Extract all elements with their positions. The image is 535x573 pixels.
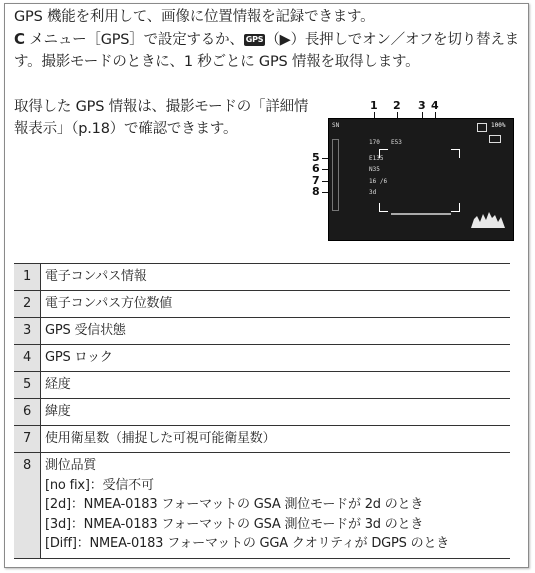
info-table — [14, 263, 510, 559]
lcd-card-icon — [489, 135, 501, 143]
callout-5: 5 — [312, 151, 320, 164]
row-text — [41, 318, 511, 345]
row-number: 6 — [14, 399, 41, 426]
callout-7: 7 — [312, 174, 320, 187]
row-text — [41, 264, 511, 291]
intro-text — [14, 6, 524, 73]
row-detail: [no fix]：受信不可 — [45, 477, 154, 493]
row-label: GPS 受信状態 — [45, 323, 126, 338]
table-row — [14, 291, 510, 318]
camera-lcd — [328, 118, 514, 241]
histogram-icon — [471, 210, 505, 228]
row-detail: [3d]：NMEA-0183 フォーマットの GSA 測位モードが 3d のとき — [45, 516, 424, 532]
lcd-latitude: N35 — [369, 166, 380, 173]
intro-line-1: GPS 機能を利用して、画像に位置情報を記録できます。 — [14, 9, 375, 25]
reference-text: 取得した GPS 情報は、撮影モードの「詳細情報表示」（p.18）で確認できます。 — [14, 99, 309, 137]
callout-8: 8 — [312, 185, 320, 198]
callout-2: 2 — [393, 99, 401, 112]
screen-illustration — [308, 95, 518, 245]
row-detail: [2d]：NMEA-0183 フォーマットの GSA 測位モードが 2d のとき — [45, 497, 424, 512]
lcd-mode: SN — [332, 122, 340, 129]
row-number: 3 — [14, 318, 41, 345]
c-button-icon: C — [14, 30, 25, 48]
row-number: 8 — [14, 453, 41, 559]
row-label: 使用衛星数（捕捉した可視可能衛星数） — [45, 431, 276, 446]
af-corner-tl — [379, 149, 388, 158]
lcd-compass: 170 — [369, 139, 380, 146]
lcd-longitude: E135 — [369, 155, 384, 162]
lcd-battery: 100% — [491, 122, 506, 129]
lcd-exposure-bar — [332, 139, 339, 211]
callout-1: 1 — [370, 99, 378, 112]
row-text — [41, 372, 511, 399]
row-label: 電子コンパス方位数値 — [45, 296, 173, 311]
row-number: 2 — [14, 291, 41, 318]
row-label: 電子コンパス情報 — [45, 269, 147, 284]
row-label: 経度 — [45, 377, 71, 392]
gps-button-icon: GPS — [245, 35, 264, 44]
af-corner-bl — [379, 203, 388, 212]
af-corner-br — [451, 203, 460, 212]
lcd-level-bar — [391, 213, 451, 215]
row-detail: [Diff]：NMEA-0183 フォーマットの GGA クオリティが DGPS のとき — [45, 536, 450, 551]
row-label: GPS ロック — [45, 350, 113, 365]
callout-4: 4 — [431, 99, 439, 112]
intro-line-2b: （▶）長押しでオン／オフを切り替えます。撮影モードのときに、1 秒ごとに GPS 情報を取得します。 — [14, 32, 519, 70]
lcd-satellites: 16 /6 — [369, 178, 388, 185]
row-text — [41, 291, 511, 318]
lcd-compass-dir: E53 — [391, 139, 402, 146]
row-number: 5 — [14, 372, 41, 399]
lcd-quality: 3d — [369, 189, 377, 196]
table-row — [14, 345, 510, 372]
table-row — [14, 318, 510, 345]
table-row — [14, 399, 510, 426]
table-row — [14, 264, 510, 291]
callout-6: 6 — [312, 162, 320, 175]
row-text — [41, 399, 511, 426]
row-label: 緯度 — [45, 404, 71, 419]
table-row — [14, 453, 510, 559]
row-number: 7 — [14, 426, 41, 453]
af-corner-tr — [451, 149, 460, 158]
row-text — [41, 426, 511, 453]
lcd-size-icon — [477, 123, 487, 132]
callout-3: 3 — [418, 99, 426, 112]
table-row — [14, 426, 510, 453]
intro-line-2 — [14, 28, 524, 73]
row-text — [41, 453, 511, 559]
row-number: 4 — [14, 345, 41, 372]
intro-line-2a: メニュー［GPS］で設定するか、 — [24, 32, 244, 48]
table-row — [14, 372, 510, 399]
row-text — [41, 345, 511, 372]
row-number: 1 — [14, 264, 41, 291]
row-label: 測位品質 — [45, 458, 97, 473]
